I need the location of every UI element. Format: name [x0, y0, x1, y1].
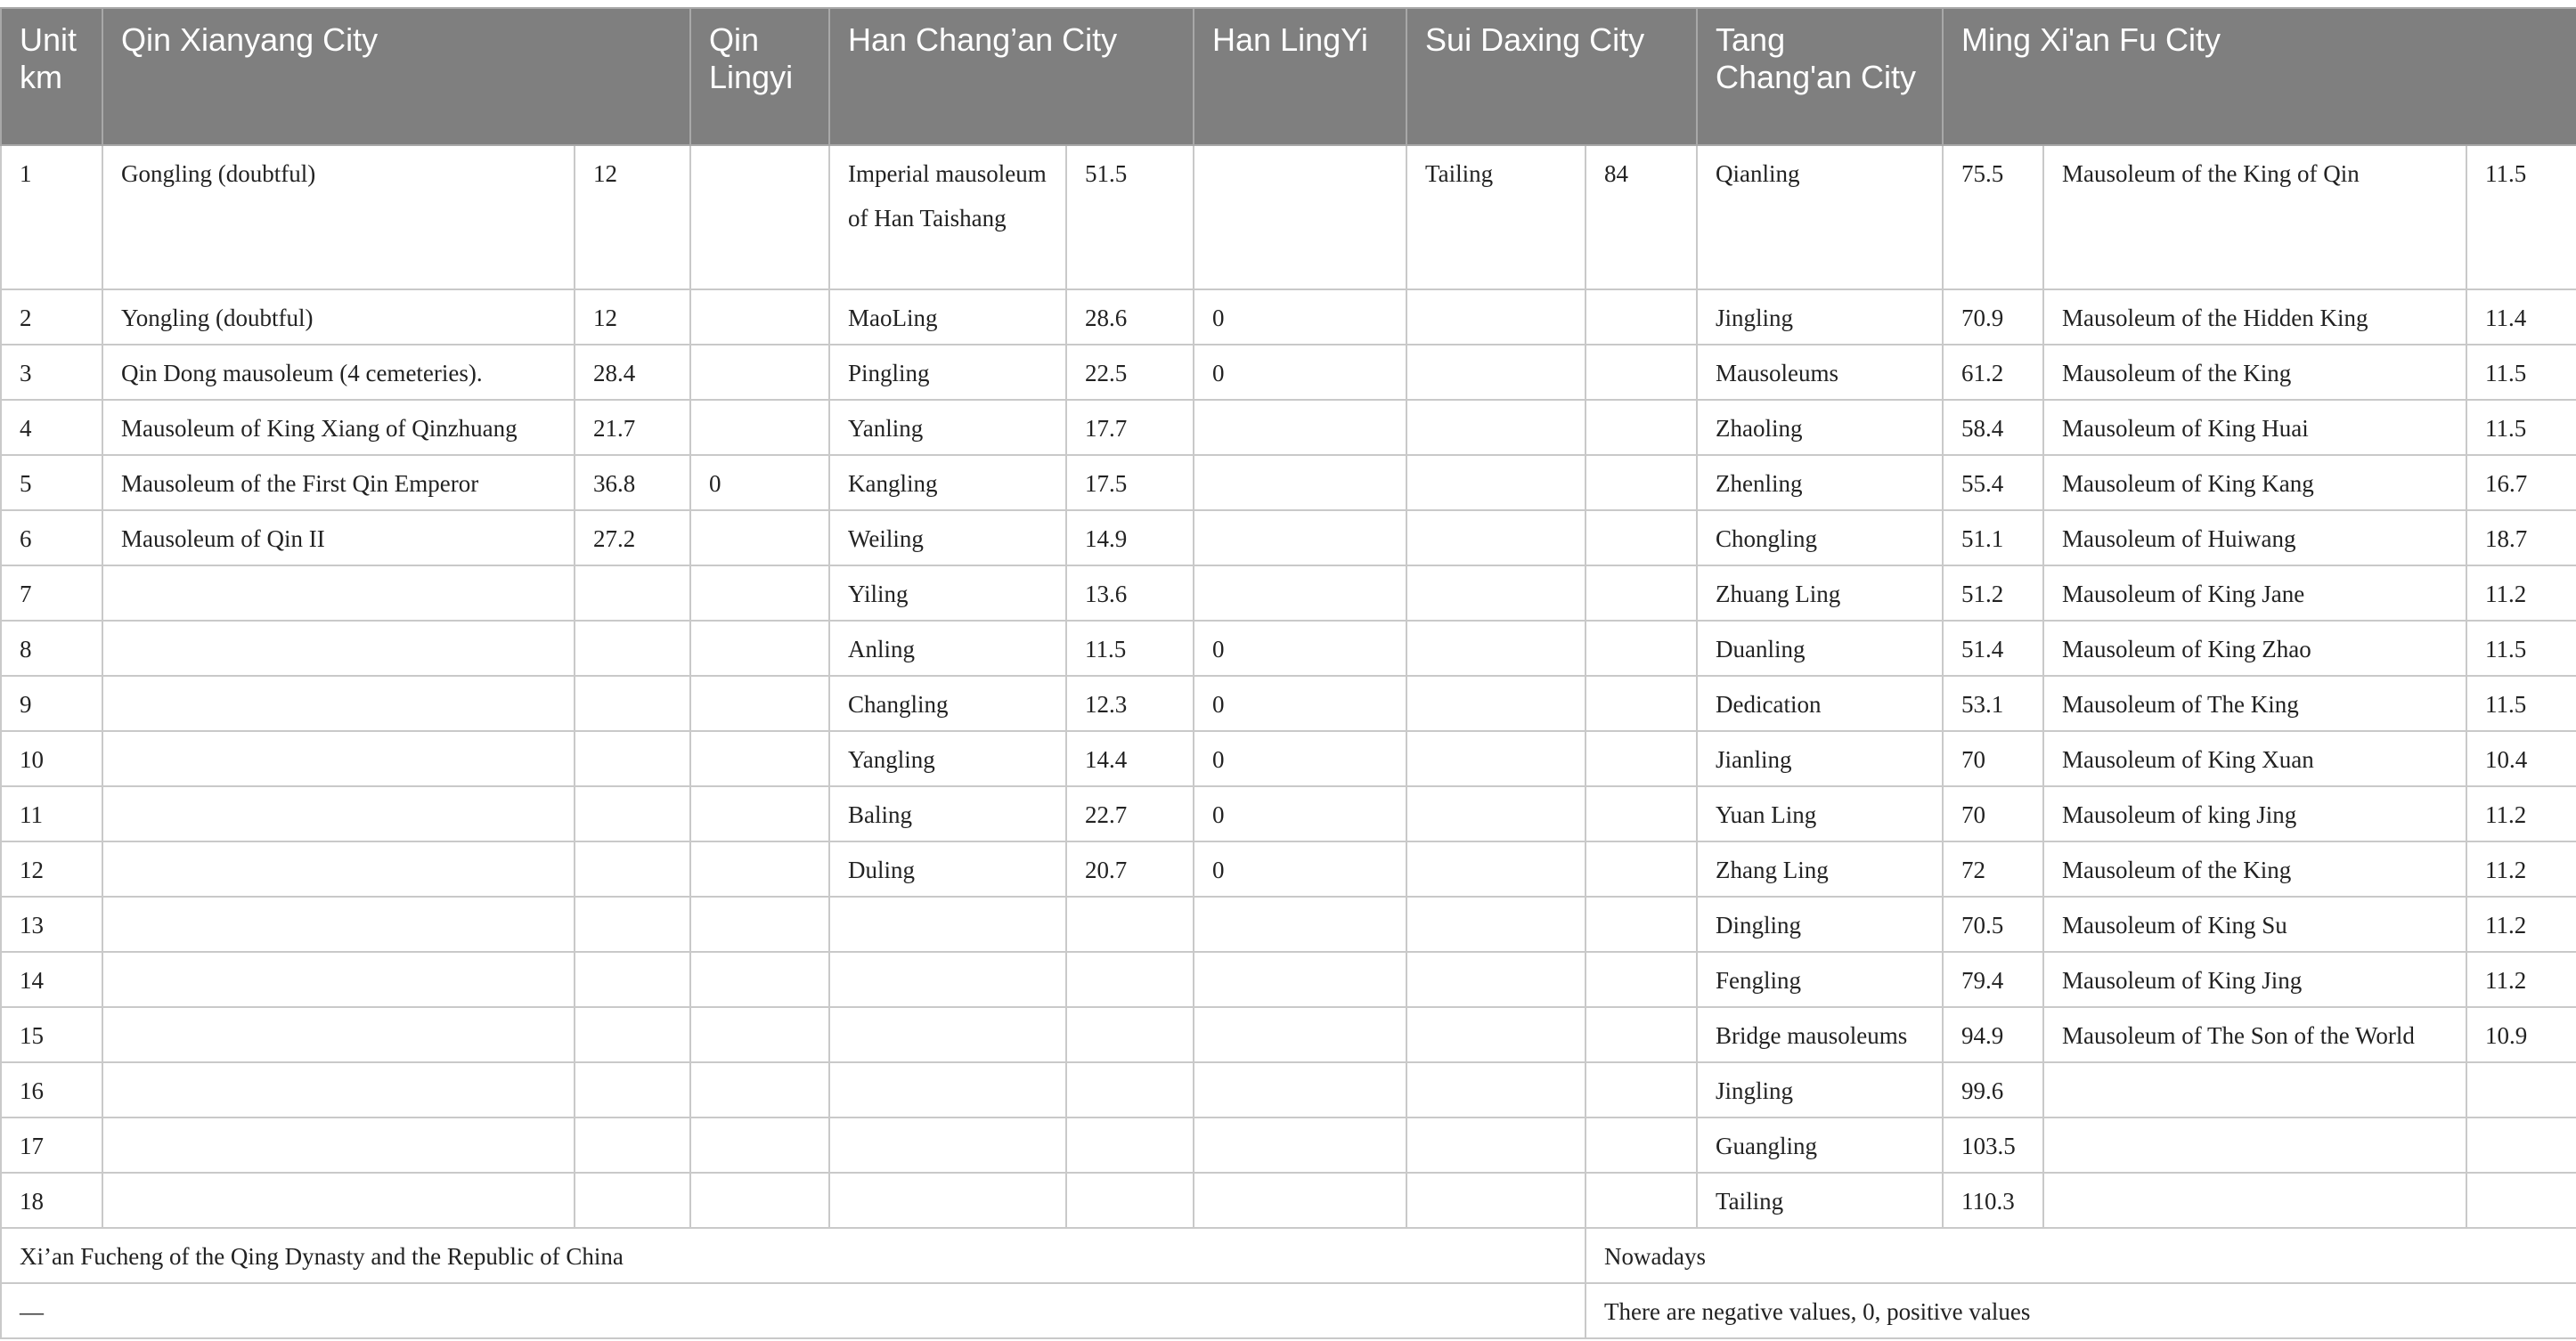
sui-daxing-mausoleum-cell — [1406, 621, 1586, 676]
ming-xian-mausoleum-cell: Mausoleum of King Su — [2043, 897, 2466, 952]
sui-daxing-mausoleum-cell — [1406, 786, 1586, 841]
table-row — [1, 952, 2576, 1007]
tang-changan-mausoleum-cell: Dingling — [1697, 897, 1943, 952]
han-lingyi-cell — [1194, 510, 1406, 565]
sui-daxing-mausoleum-cell — [1406, 1062, 1586, 1118]
han-changan-mausoleum-cell: Changling — [829, 676, 1066, 731]
sui-daxing-mausoleum-cell — [1406, 345, 1586, 400]
tang-changan-distance-cell: 75.5 — [1943, 145, 2043, 289]
han-changan-mausoleum-cell: Anling — [829, 621, 1066, 676]
unit-km-cell: 4 — [1, 400, 102, 455]
tang-changan-distance-cell: 94.9 — [1943, 1007, 2043, 1062]
qin-xianyang-distance-cell: 12 — [575, 145, 690, 289]
sui-daxing-distance-cell — [1586, 565, 1697, 621]
qin-lingyi-cell — [690, 1173, 829, 1228]
qin-xianyang-distance-cell: 27.2 — [575, 510, 690, 565]
table-row — [1, 400, 2576, 455]
ming-xian-mausoleum-cell: Mausoleum of the Hidden King — [2043, 289, 2466, 345]
tang-changan-distance-cell: 51.1 — [1943, 510, 2043, 565]
sui-daxing-distance-cell — [1586, 952, 1697, 1007]
ming-xian-mausoleum-cell: Mausoleum of King Jing — [2043, 952, 2466, 1007]
header-qin-xianyang-city: Qin Xianyang City — [102, 8, 690, 145]
han-changan-mausoleum-cell: Imperial mausoleum of Han Taishang — [829, 145, 1066, 289]
footer-right-cell: Nowadays — [1586, 1228, 2576, 1283]
footer-left-cell: — — [1, 1283, 1586, 1338]
header-unit-km: Unit km — [1, 8, 102, 145]
unit-km-cell: 16 — [1, 1062, 102, 1118]
ming-xian-mausoleum-cell: Mausoleum of Huiwang — [2043, 510, 2466, 565]
ming-xian-distance-cell — [2466, 1173, 2576, 1228]
ming-xian-distance-cell: 11.2 — [2466, 952, 2576, 1007]
header-han-changan-city: Han Chang’an City — [829, 8, 1194, 145]
unit-km-cell: 17 — [1, 1118, 102, 1173]
unit-km-cell: 8 — [1, 621, 102, 676]
unit-km-cell: 2 — [1, 289, 102, 345]
tang-changan-mausoleum-cell: Jingling — [1697, 1062, 1943, 1118]
han-lingyi-cell — [1194, 1062, 1406, 1118]
ming-xian-distance-cell: 11.2 — [2466, 786, 2576, 841]
qin-lingyi-cell — [690, 510, 829, 565]
qin-xianyang-mausoleum-cell — [102, 621, 575, 676]
ming-xian-mausoleum-cell: Mausoleum of King Xuan — [2043, 731, 2466, 786]
han-changan-distance-cell — [1066, 1007, 1194, 1062]
tang-changan-distance-cell: 70.9 — [1943, 289, 2043, 345]
ming-xian-distance-cell: 11.5 — [2466, 676, 2576, 731]
qin-xianyang-mausoleum-cell: Qin Dong mausoleum (4 cemeteries). — [102, 345, 575, 400]
tang-changan-distance-cell: 58.4 — [1943, 400, 2043, 455]
header-sui-daxing-city: Sui Daxing City — [1406, 8, 1697, 145]
qin-lingyi-cell — [690, 676, 829, 731]
qin-lingyi-cell — [690, 621, 829, 676]
sui-daxing-distance-cell — [1586, 289, 1697, 345]
tang-changan-mausoleum-cell: Zhuang Ling — [1697, 565, 1943, 621]
qin-xianyang-distance-cell: 21.7 — [575, 400, 690, 455]
han-changan-mausoleum-cell: Weiling — [829, 510, 1066, 565]
sui-daxing-mausoleum-cell — [1406, 897, 1586, 952]
han-changan-mausoleum-cell — [829, 897, 1066, 952]
ming-xian-mausoleum-cell: Mausoleum of the King — [2043, 345, 2466, 400]
tang-changan-distance-cell: 110.3 — [1943, 1173, 2043, 1228]
han-changan-distance-cell: 17.7 — [1066, 400, 1194, 455]
han-changan-mausoleum-cell: Yangling — [829, 731, 1066, 786]
unit-km-cell: 18 — [1, 1173, 102, 1228]
han-changan-mausoleum-cell: Yiling — [829, 565, 1066, 621]
han-changan-distance-cell — [1066, 952, 1194, 1007]
ming-xian-distance-cell: 11.2 — [2466, 841, 2576, 897]
han-lingyi-cell — [1194, 952, 1406, 1007]
table-footer-row — [1, 1283, 2576, 1338]
tang-changan-mausoleum-cell: Fengling — [1697, 952, 1943, 1007]
tang-changan-mausoleum-cell: Mausoleums — [1697, 345, 1943, 400]
qin-xianyang-mausoleum-cell — [102, 731, 575, 786]
tang-changan-distance-cell: 61.2 — [1943, 345, 2043, 400]
ming-xian-distance-cell: 18.7 — [2466, 510, 2576, 565]
header-tang-changan-city: Tang Chang'an City — [1697, 8, 1943, 145]
tang-changan-distance-cell: 55.4 — [1943, 455, 2043, 510]
sui-daxing-mausoleum-cell — [1406, 731, 1586, 786]
han-changan-distance-cell: 11.5 — [1066, 621, 1194, 676]
qin-xianyang-mausoleum-cell — [102, 897, 575, 952]
tang-changan-mausoleum-cell: Chongling — [1697, 510, 1943, 565]
han-changan-distance-cell: 20.7 — [1066, 841, 1194, 897]
sui-daxing-mausoleum-cell — [1406, 1007, 1586, 1062]
unit-km-cell: 1 — [1, 145, 102, 289]
qin-xianyang-distance-cell — [575, 621, 690, 676]
tang-changan-mausoleum-cell: Qianling — [1697, 145, 1943, 289]
table-row — [1, 676, 2576, 731]
ming-xian-mausoleum-cell: Mausoleum of King Kang — [2043, 455, 2466, 510]
qin-xianyang-mausoleum-cell: Mausoleum of the First Qin Emperor — [102, 455, 575, 510]
han-changan-mausoleum-cell — [829, 952, 1066, 1007]
sui-daxing-distance-cell — [1586, 1173, 1697, 1228]
ming-xian-distance-cell: 10.4 — [2466, 731, 2576, 786]
table-row — [1, 565, 2576, 621]
unit-km-cell: 6 — [1, 510, 102, 565]
qin-xianyang-distance-cell — [575, 731, 690, 786]
han-changan-distance-cell: 17.5 — [1066, 455, 1194, 510]
qin-lingyi-cell — [690, 1062, 829, 1118]
sui-daxing-mausoleum-cell — [1406, 455, 1586, 510]
ming-xian-distance-cell — [2466, 1062, 2576, 1118]
ming-xian-distance-cell: 16.7 — [2466, 455, 2576, 510]
sui-daxing-distance-cell: 84 — [1586, 145, 1697, 289]
qin-lingyi-cell — [690, 841, 829, 897]
sui-daxing-mausoleum-cell — [1406, 510, 1586, 565]
han-changan-distance-cell — [1066, 1062, 1194, 1118]
ming-xian-mausoleum-cell: Mausoleum of King Jane — [2043, 565, 2466, 621]
ming-xian-mausoleum-cell — [2043, 1173, 2466, 1228]
table-row — [1, 897, 2576, 952]
han-changan-distance-cell: 14.4 — [1066, 731, 1194, 786]
ming-xian-mausoleum-cell — [2043, 1118, 2466, 1173]
tang-changan-distance-cell: 70 — [1943, 786, 2043, 841]
han-changan-distance-cell: 13.6 — [1066, 565, 1194, 621]
ming-xian-distance-cell: 11.2 — [2466, 565, 2576, 621]
ming-xian-distance-cell: 11.4 — [2466, 289, 2576, 345]
han-lingyi-cell: 0 — [1194, 841, 1406, 897]
han-changan-distance-cell: 22.5 — [1066, 345, 1194, 400]
han-changan-distance-cell: 22.7 — [1066, 786, 1194, 841]
qin-xianyang-distance-cell — [575, 841, 690, 897]
sui-daxing-distance-cell — [1586, 897, 1697, 952]
table-row — [1, 1062, 2576, 1118]
unit-km-cell: 9 — [1, 676, 102, 731]
tang-changan-distance-cell: 79.4 — [1943, 952, 2043, 1007]
sui-daxing-distance-cell — [1586, 345, 1697, 400]
sui-daxing-distance-cell — [1586, 1007, 1697, 1062]
tang-changan-distance-cell: 53.1 — [1943, 676, 2043, 731]
han-changan-mausoleum-cell: Pingling — [829, 345, 1066, 400]
han-changan-distance-cell — [1066, 897, 1194, 952]
qin-xianyang-mausoleum-cell — [102, 1062, 575, 1118]
han-lingyi-cell — [1194, 1007, 1406, 1062]
qin-xianyang-mausoleum-cell — [102, 786, 575, 841]
ming-xian-distance-cell: 11.5 — [2466, 145, 2576, 289]
qin-xianyang-distance-cell — [575, 1062, 690, 1118]
han-lingyi-cell: 0 — [1194, 731, 1406, 786]
sui-daxing-mausoleum-cell: Tailing — [1406, 145, 1586, 289]
han-changan-mausoleum-cell: Yanling — [829, 400, 1066, 455]
tang-changan-distance-cell: 51.4 — [1943, 621, 2043, 676]
tang-changan-distance-cell: 99.6 — [1943, 1062, 2043, 1118]
tang-changan-mausoleum-cell: Duanling — [1697, 621, 1943, 676]
table-row — [1, 621, 2576, 676]
qin-xianyang-distance-cell: 36.8 — [575, 455, 690, 510]
qin-lingyi-cell — [690, 1007, 829, 1062]
sui-daxing-mausoleum-cell — [1406, 289, 1586, 345]
ming-xian-distance-cell — [2466, 1118, 2576, 1173]
unit-km-cell: 5 — [1, 455, 102, 510]
han-lingyi-cell — [1194, 145, 1406, 289]
tang-changan-mausoleum-cell: Jingling — [1697, 289, 1943, 345]
ming-xian-mausoleum-cell: Mausoleum of king Jing — [2043, 786, 2466, 841]
han-changan-distance-cell — [1066, 1173, 1194, 1228]
table-row — [1, 455, 2576, 510]
ming-xian-mausoleum-cell: Mausoleum of The Son of the World — [2043, 1007, 2466, 1062]
header-qin-lingyi: Qin Lingyi — [690, 8, 829, 145]
header-han-lingyi: Han LingYi — [1194, 8, 1406, 145]
sui-daxing-distance-cell — [1586, 455, 1697, 510]
sui-daxing-distance-cell — [1586, 786, 1697, 841]
han-changan-mausoleum-cell — [829, 1007, 1066, 1062]
unit-km-cell: 11 — [1, 786, 102, 841]
footer-right-cell: There are negative values, 0, positive values — [1586, 1283, 2576, 1338]
tang-changan-mausoleum-cell: Dedication — [1697, 676, 1943, 731]
qin-xianyang-mausoleum-cell — [102, 1007, 575, 1062]
qin-lingyi-cell — [690, 952, 829, 1007]
qin-xianyang-mausoleum-cell: Mausoleum of Qin II — [102, 510, 575, 565]
ming-xian-distance-cell: 10.9 — [2466, 1007, 2576, 1062]
tang-changan-mausoleum-cell: Tailing — [1697, 1173, 1943, 1228]
qin-lingyi-cell — [690, 1118, 829, 1173]
table-row — [1, 1007, 2576, 1062]
qin-lingyi-cell: 0 — [690, 455, 829, 510]
han-lingyi-cell — [1194, 455, 1406, 510]
table-row — [1, 841, 2576, 897]
unit-km-cell: 7 — [1, 565, 102, 621]
sui-daxing-distance-cell — [1586, 731, 1697, 786]
han-lingyi-cell: 0 — [1194, 786, 1406, 841]
qin-xianyang-distance-cell — [575, 676, 690, 731]
qin-lingyi-cell — [690, 897, 829, 952]
tang-changan-mausoleum-cell: Jianling — [1697, 731, 1943, 786]
qin-xianyang-distance-cell — [575, 1118, 690, 1173]
sui-daxing-distance-cell — [1586, 1062, 1697, 1118]
qin-xianyang-mausoleum-cell: Gongling (doubtful) — [102, 145, 575, 289]
ming-xian-mausoleum-cell: Mausoleum of King Huai — [2043, 400, 2466, 455]
qin-lingyi-cell — [690, 786, 829, 841]
tang-changan-distance-cell: 51.2 — [1943, 565, 2043, 621]
qin-lingyi-cell — [690, 565, 829, 621]
table-row — [1, 1118, 2576, 1173]
ming-xian-distance-cell: 11.2 — [2466, 897, 2576, 952]
qin-xianyang-distance-cell — [575, 565, 690, 621]
qin-lingyi-cell — [690, 145, 829, 289]
ming-xian-mausoleum-cell: Mausoleum of King Zhao — [2043, 621, 2466, 676]
han-changan-mausoleum-cell: Kangling — [829, 455, 1066, 510]
unit-km-cell: 13 — [1, 897, 102, 952]
table-row — [1, 1173, 2576, 1228]
sui-daxing-distance-cell — [1586, 510, 1697, 565]
table-body — [1, 145, 2576, 1338]
tang-changan-mausoleum-cell: Zhenling — [1697, 455, 1943, 510]
ming-xian-distance-cell: 11.5 — [2466, 345, 2576, 400]
table-row — [1, 289, 2576, 345]
footer-left-cell: Xi’an Fucheng of the Qing Dynasty and the Republic of China — [1, 1228, 1586, 1283]
tang-changan-mausoleum-cell: Guangling — [1697, 1118, 1943, 1173]
han-changan-mausoleum-cell — [829, 1062, 1066, 1118]
han-lingyi-cell — [1194, 1118, 1406, 1173]
qin-xianyang-mausoleum-cell: Yongling (doubtful) — [102, 289, 575, 345]
tang-changan-distance-cell: 72 — [1943, 841, 2043, 897]
ming-xian-mausoleum-cell: Mausoleum of the King of Qin — [2043, 145, 2466, 289]
tang-changan-mausoleum-cell: Bridge mausoleums — [1697, 1007, 1943, 1062]
qin-xianyang-distance-cell — [575, 786, 690, 841]
tang-changan-distance-cell: 70 — [1943, 731, 2043, 786]
han-changan-distance-cell — [1066, 1118, 1194, 1173]
header-ming-xian-fu-city: Ming Xi'an Fu City — [1943, 8, 2576, 145]
table-row — [1, 786, 2576, 841]
tang-changan-mausoleum-cell: Yuan Ling — [1697, 786, 1943, 841]
han-lingyi-cell — [1194, 897, 1406, 952]
unit-km-cell: 15 — [1, 1007, 102, 1062]
mausoleum-distance-table — [0, 7, 2576, 1339]
sui-daxing-distance-cell — [1586, 400, 1697, 455]
ming-xian-mausoleum-cell: Mausoleum of The King — [2043, 676, 2466, 731]
qin-xianyang-distance-cell — [575, 1173, 690, 1228]
sui-daxing-mausoleum-cell — [1406, 1173, 1586, 1228]
table-row — [1, 345, 2576, 400]
han-lingyi-cell — [1194, 400, 1406, 455]
qin-xianyang-mausoleum-cell — [102, 676, 575, 731]
table-header-row — [1, 8, 2576, 145]
tang-changan-mausoleum-cell: Zhang Ling — [1697, 841, 1943, 897]
han-changan-mausoleum-cell: Baling — [829, 786, 1066, 841]
tang-changan-distance-cell: 70.5 — [1943, 897, 2043, 952]
qin-lingyi-cell — [690, 345, 829, 400]
qin-lingyi-cell — [690, 400, 829, 455]
han-changan-distance-cell: 14.9 — [1066, 510, 1194, 565]
qin-xianyang-distance-cell — [575, 952, 690, 1007]
sui-daxing-mausoleum-cell — [1406, 400, 1586, 455]
qin-xianyang-mausoleum-cell — [102, 1173, 575, 1228]
sui-daxing-distance-cell — [1586, 676, 1697, 731]
qin-xianyang-mausoleum-cell — [102, 565, 575, 621]
han-changan-mausoleum-cell: MaoLing — [829, 289, 1066, 345]
qin-xianyang-distance-cell: 28.4 — [575, 345, 690, 400]
sui-daxing-distance-cell — [1586, 621, 1697, 676]
han-lingyi-cell: 0 — [1194, 289, 1406, 345]
han-lingyi-cell: 0 — [1194, 676, 1406, 731]
unit-km-cell: 14 — [1, 952, 102, 1007]
han-changan-distance-cell: 28.6 — [1066, 289, 1194, 345]
han-changan-mausoleum-cell — [829, 1173, 1066, 1228]
table-row — [1, 145, 2576, 289]
qin-xianyang-distance-cell — [575, 897, 690, 952]
ming-xian-mausoleum-cell — [2043, 1062, 2466, 1118]
han-lingyi-cell — [1194, 1173, 1406, 1228]
tang-changan-distance-cell: 103.5 — [1943, 1118, 2043, 1173]
han-changan-distance-cell: 51.5 — [1066, 145, 1194, 289]
qin-lingyi-cell — [690, 731, 829, 786]
ming-xian-mausoleum-cell: Mausoleum of the King — [2043, 841, 2466, 897]
qin-xianyang-mausoleum-cell — [102, 952, 575, 1007]
tang-changan-mausoleum-cell: Zhaoling — [1697, 400, 1943, 455]
unit-km-cell: 12 — [1, 841, 102, 897]
sui-daxing-mausoleum-cell — [1406, 676, 1586, 731]
qin-xianyang-mausoleum-cell: Mausoleum of King Xiang of Qinzhuang — [102, 400, 575, 455]
han-changan-mausoleum-cell — [829, 1118, 1066, 1173]
sui-daxing-mausoleum-cell — [1406, 565, 1586, 621]
han-changan-mausoleum-cell: Duling — [829, 841, 1066, 897]
qin-xianyang-mausoleum-cell — [102, 841, 575, 897]
han-lingyi-cell: 0 — [1194, 345, 1406, 400]
sui-daxing-distance-cell — [1586, 1118, 1697, 1173]
han-lingyi-cell — [1194, 565, 1406, 621]
qin-xianyang-mausoleum-cell — [102, 1118, 575, 1173]
table-row — [1, 510, 2576, 565]
table-footer-row — [1, 1228, 2576, 1283]
qin-lingyi-cell — [690, 289, 829, 345]
sui-daxing-mausoleum-cell — [1406, 1118, 1586, 1173]
unit-km-cell: 10 — [1, 731, 102, 786]
sui-daxing-mausoleum-cell — [1406, 841, 1586, 897]
sui-daxing-distance-cell — [1586, 841, 1697, 897]
unit-km-cell: 3 — [1, 345, 102, 400]
ming-xian-distance-cell: 11.5 — [2466, 621, 2576, 676]
sui-daxing-mausoleum-cell — [1406, 952, 1586, 1007]
qin-xianyang-distance-cell — [575, 1007, 690, 1062]
han-lingyi-cell: 0 — [1194, 621, 1406, 676]
mausoleum-distance-table-container — [0, 7, 2576, 1339]
table-row — [1, 731, 2576, 786]
han-changan-distance-cell: 12.3 — [1066, 676, 1194, 731]
ming-xian-distance-cell: 11.5 — [2466, 400, 2576, 455]
qin-xianyang-distance-cell: 12 — [575, 289, 690, 345]
